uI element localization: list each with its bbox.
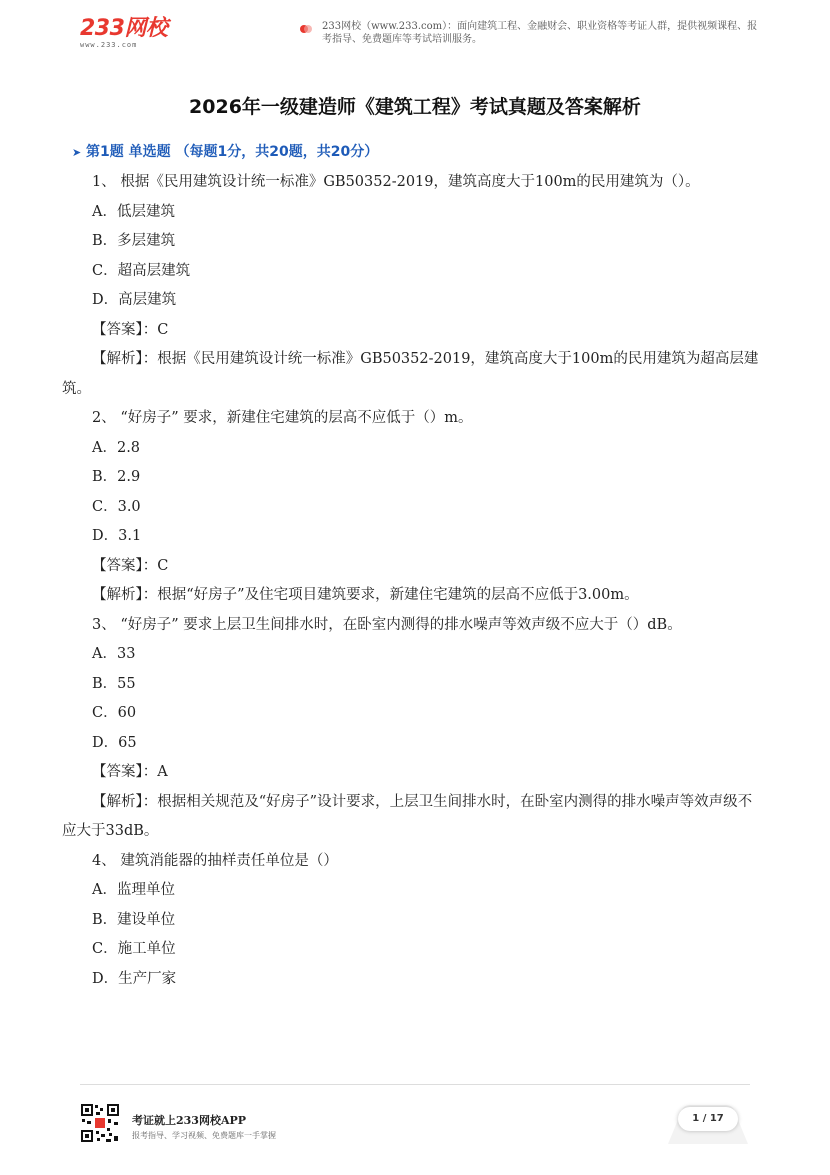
option-d: D．高层建筑: [92, 292, 177, 308]
option-d: D．3.1: [92, 528, 142, 544]
option-c: C．3.0: [92, 498, 141, 515]
section-heading-text: 第1题 单选题 （每题1分，共20题，共20分）: [86, 144, 379, 160]
analysis: 【解析】：根据相关规范及“好房子”设计要求，上层卫生间排水时，在卧室内测得的排水噪声等效声级不应大于33dB。: [62, 793, 753, 839]
footer-app-title: 考证就上233网校APP: [132, 1114, 247, 1127]
logo-url: www.233.com: [80, 41, 138, 49]
option-c: C．60: [92, 705, 137, 721]
question-stem: 2、 “好房子” 要求，新建住宅建筑的层高不应低于（）m。: [92, 410, 473, 426]
question-stem: 1、 根据《民用建筑设计统一标准》GB50352-2019，建筑高度大于100m的民用建筑为（）。: [92, 174, 700, 190]
option-a: A．低层建筑: [92, 203, 175, 220]
brand-logo: [80, 18, 190, 58]
qr-code-icon: [80, 1103, 120, 1143]
analysis: 【解析】：根据《民用建筑设计统一标准》GB50352-2019，建筑高度大于100m的民用建筑为超高层建筑。: [62, 351, 759, 397]
header-description: 233网校（www.233.com）：面向建筑工程、金融财会、职业资格等考证人群，提供视频课程、报考指导、免费题库等考试培训服务。: [322, 21, 758, 45]
question-stem: 3、 “好房子” 要求上层卫生间排水时，在卧室内测得的排水噪声等效声级不应大于（）dB。: [92, 616, 682, 633]
option-b: B．2.9: [92, 469, 141, 485]
answer: 【答案】：C: [92, 321, 169, 338]
option-d: D．生产厂家: [92, 970, 177, 987]
page-header: [0, 0, 830, 60]
option-a: A．监理单位: [92, 882, 175, 898]
footer-app-subtitle: 报考指导、学习视频、免费题库一手掌握: [132, 1131, 276, 1140]
footer-divider: [80, 1084, 750, 1085]
section-heading: [72, 141, 378, 161]
document-title: 2026年一级建造师《建筑工程》考试真题及答案解析: [189, 96, 641, 118]
answer: 【答案】：A: [92, 764, 168, 780]
option-a: A．33: [92, 646, 136, 662]
option-b: B．建设单位: [92, 911, 176, 928]
question-stem: 4、 建筑消能器的抽样责任单位是（）: [92, 852, 338, 869]
question-list: [62, 168, 762, 994]
option-a: A．2.8: [92, 439, 141, 456]
option-b: B．多层建筑: [92, 233, 176, 249]
chevron-right-icon: ➤: [72, 146, 82, 159]
analysis: 【解析】：根据“好房子”及住宅项目建筑要求，新建住宅建筑的层高不应低于3.00m。: [92, 587, 639, 603]
option-c: C．超高层建筑: [92, 262, 191, 279]
page-number: 1 / 17: [678, 1107, 738, 1131]
answer: 【答案】：C: [92, 557, 169, 574]
option-b: B．55: [92, 675, 136, 692]
option-d: D．65: [92, 734, 137, 751]
logo-text: 233网校: [80, 16, 168, 41]
bullet-dot-shadow-icon: [304, 25, 312, 33]
option-c: C．施工单位: [92, 941, 176, 957]
